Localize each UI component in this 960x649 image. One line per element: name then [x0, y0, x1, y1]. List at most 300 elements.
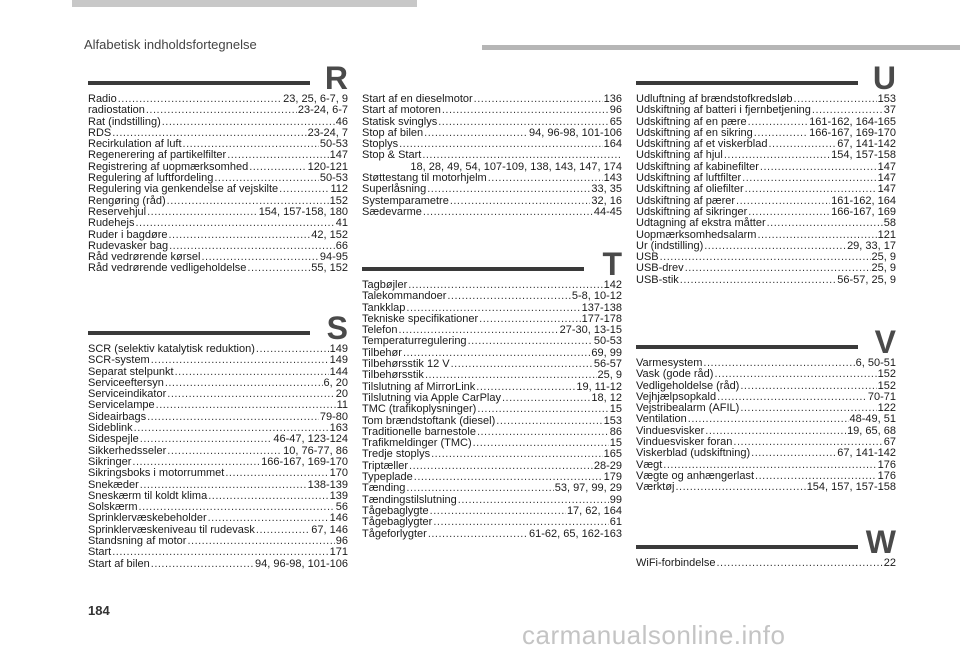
- watermark: carmanualsonline.info: [522, 620, 786, 649]
- entry-term: Snekæder: [88, 478, 139, 491]
- entry-leader-dots: [135, 218, 334, 229]
- entry-leader-dots: [146, 105, 297, 116]
- entry-term: Sideairbags: [88, 410, 147, 423]
- entry-list-u: [636, 94, 896, 286]
- entry-pages: 153: [877, 93, 896, 105]
- entry-term: Rengøring (råd): [88, 194, 166, 207]
- entry-term: USB-drev: [636, 262, 684, 275]
- entry-leader-dots: [208, 491, 328, 502]
- entry-leader-dots: [477, 404, 608, 415]
- index-entry: [636, 105, 896, 116]
- entry-term: Tekniske specifikationer: [362, 312, 479, 325]
- entry-term: Tågeforlygter: [362, 527, 427, 540]
- section-w-header: [636, 526, 896, 558]
- entry-term: Servicelampe: [88, 399, 155, 412]
- entry-leader-dots: [680, 275, 837, 286]
- entry-leader-dots: [716, 558, 882, 569]
- entry-pages: 96: [335, 535, 348, 548]
- entry-term: Rudevasker bag: [88, 239, 169, 252]
- section-letter: R: [324, 60, 348, 96]
- entry-pages: 94, 96-98, 101-106: [255, 557, 348, 570]
- index-entry: [362, 483, 622, 494]
- index-entry: [362, 291, 622, 302]
- entry-term: Start af motoren: [362, 104, 441, 117]
- entry-term: Udskiftning af sikringer: [636, 205, 748, 218]
- section-rule: [636, 345, 858, 349]
- entry-pages: 56-57, 25, 9: [837, 273, 896, 286]
- entry-term: Tom brændstoftank (diesel): [362, 414, 496, 427]
- entry-leader-dots: [468, 336, 593, 347]
- entry-pages: 152: [877, 368, 896, 381]
- index-entry: [88, 536, 348, 547]
- entry-leader-dots: [751, 448, 836, 459]
- entry-leader-dots: [740, 381, 876, 392]
- entry-pages: 144: [329, 365, 348, 378]
- entry-pages: 18, 12: [591, 391, 622, 404]
- entry-leader-dots: [167, 389, 334, 400]
- index-entry: [88, 263, 348, 274]
- entry-term: Stop & Start: [362, 149, 422, 162]
- entry-term: Radio: [88, 93, 117, 105]
- entry-term: Udskiftning af et viskerblad: [636, 138, 768, 151]
- entry-term: Vægte og anhængerlast: [636, 469, 755, 482]
- entry-pages: 15: [609, 437, 622, 450]
- entry-term: Udskiftning af en pære: [636, 115, 747, 128]
- section-s: [88, 312, 348, 570]
- entry-pages: 41: [335, 217, 348, 230]
- entry-pages: 67, 141-142: [837, 138, 896, 151]
- page-header-title: Alfabetisk indholdsfortegnelse: [84, 37, 257, 52]
- entry-leader-dots: [450, 196, 591, 207]
- entry-leader-dots: [256, 344, 329, 355]
- entry-pages: 154, 157, 157-158: [806, 481, 896, 494]
- entry-term: Værktøj: [636, 481, 675, 494]
- entry-term: Tredje stoplys: [362, 448, 431, 461]
- entry-term: Støttestang til motorhjelm: [362, 172, 487, 185]
- section-t: [362, 248, 622, 540]
- entry-pages: 120-121: [307, 160, 348, 173]
- entry-leader-dots: [247, 263, 310, 274]
- entry-pages: 22: [883, 557, 896, 569]
- entry-leader-dots: [812, 105, 883, 116]
- section-rule: [636, 81, 858, 85]
- entry-pages: 48-49, 51: [849, 413, 896, 426]
- index-entry: [88, 559, 348, 570]
- entry-leader-dots: [165, 378, 323, 389]
- index-entry: [88, 218, 348, 229]
- entry-term: Sikringer: [88, 455, 132, 468]
- section-r-header: [88, 62, 348, 94]
- entry-term: Start: [88, 546, 112, 559]
- entry-leader-dots: [187, 536, 334, 547]
- entry-leader-dots: [502, 393, 590, 404]
- entry-term: Start af bilen: [88, 557, 150, 570]
- entry-term: Traditionelle barnestole: [362, 425, 476, 438]
- entry-list-s: [88, 344, 348, 570]
- entry-leader-dots: [473, 438, 609, 449]
- section-letter: W: [865, 524, 896, 560]
- section-letter: V: [874, 324, 896, 360]
- entry-leader-dots: [151, 355, 329, 366]
- entry-pages: 32, 16: [591, 194, 622, 207]
- entry-term: Tænding: [362, 482, 406, 495]
- entry-term: TMC (trafikoplysninger): [362, 403, 477, 416]
- entry-leader-dots: [399, 139, 603, 150]
- entry-term: Vask (gode råd): [636, 368, 714, 381]
- entry-pages: 176: [877, 469, 896, 482]
- entry-leader-dots: [767, 218, 883, 229]
- entry-pages: 163: [329, 422, 348, 435]
- entry-pages: 56: [335, 501, 348, 514]
- entry-term: Regenerering af partikelfilter: [88, 149, 227, 162]
- entry-leader-dots: [496, 416, 602, 427]
- entry-pages: 171: [329, 546, 348, 559]
- entry-leader-dots: [256, 525, 310, 536]
- section-v: [636, 326, 896, 494]
- entry-pages: 147: [877, 160, 896, 173]
- index-entry: [636, 369, 896, 380]
- entry-pages: 50-53: [593, 335, 622, 348]
- entry-pages: 176: [877, 458, 896, 471]
- entry-pages: 136: [603, 93, 622, 105]
- entry-leader-dots: [140, 434, 273, 445]
- entry-leader-dots: [430, 506, 566, 517]
- entry-pages: 149: [329, 354, 348, 367]
- entry-leader-dots: [760, 162, 877, 173]
- entry-pages: 46-47, 123-124: [273, 433, 348, 446]
- entry-leader-dots: [147, 412, 319, 423]
- index-entry: [88, 468, 348, 479]
- entry-term: Triptæller: [362, 459, 409, 472]
- entry-term: Tilbehørsstik: [362, 369, 424, 382]
- entry-term: Sikkerhedsseler: [88, 444, 167, 457]
- entry-term: Rudehejs: [88, 217, 135, 230]
- entry-pages: 25, 9: [871, 262, 896, 275]
- entry-leader-dots: [112, 547, 328, 558]
- entry-leader-dots: [714, 369, 876, 380]
- entry-list-v: [636, 358, 896, 494]
- entry-pages: 149: [329, 343, 348, 355]
- entry-pages: 28-29: [593, 459, 622, 472]
- entry-pages: 23-24, 7: [307, 126, 348, 139]
- entry-term: Udskiftning af en sikring: [636, 126, 753, 139]
- entry-term: Tilbehør: [362, 346, 402, 359]
- index-entry: [636, 218, 896, 229]
- entry-term: Tågebaglygter: [362, 516, 433, 529]
- entry-term: Rat (indstilling): [88, 115, 161, 128]
- entry-leader-dots: [423, 207, 593, 218]
- page-number: 184: [88, 603, 110, 618]
- entry-pages: 67: [883, 436, 896, 449]
- entry-leader-dots: [447, 291, 570, 302]
- entry-term: Start af en dieselmotor: [362, 93, 473, 105]
- entry-pages: 6, 50-51: [855, 357, 896, 369]
- entry-pages: 96: [609, 104, 622, 117]
- entry-pages: 23, 25, 6-7, 9: [283, 93, 348, 105]
- index-entry: [636, 482, 896, 493]
- entry-pages: 99: [609, 493, 622, 506]
- entry-pages: 37: [883, 104, 896, 117]
- index-entry: [636, 275, 896, 286]
- entry-leader-dots: [428, 529, 528, 540]
- entry-term: Sideblink: [88, 422, 133, 435]
- entry-pages: 179: [603, 471, 622, 484]
- entry-pages: 177-178: [581, 312, 622, 325]
- header-bar-right: [482, 45, 960, 50]
- entry-leader-dots: [745, 184, 877, 195]
- entry-pages: 25, 9: [597, 369, 622, 382]
- entry-pages: 153: [603, 414, 622, 427]
- entry-pages: 58: [883, 217, 896, 230]
- entry-term: Ruder i bagdøre: [88, 228, 168, 241]
- entry-leader-dots: [169, 230, 311, 241]
- entry-pages: 19, 11-12: [576, 380, 622, 393]
- section-rule: [636, 545, 858, 549]
- entry-leader-dots: [225, 468, 328, 479]
- entry-leader-dots: [279, 184, 329, 195]
- entry-leader-dots: [451, 359, 593, 370]
- entry-pages: 15: [609, 403, 622, 416]
- entry-term: Regulering af luftfordeling: [88, 172, 214, 185]
- entry-pages: 166-167, 169-170: [809, 126, 896, 139]
- entry-leader-dots: [175, 367, 329, 378]
- entry-term: Råd vedrørende vedligeholdelse: [88, 262, 247, 275]
- entry-term: Ventilation: [636, 413, 687, 426]
- entry-pages: 94-95: [319, 251, 348, 264]
- entry-term: Råd vedrørende kørsel: [88, 251, 201, 264]
- entry-pages: 147: [329, 149, 348, 162]
- entry-pages: 139: [329, 489, 348, 502]
- section-rule: [88, 81, 310, 85]
- entry-term: Varmesystem: [636, 357, 703, 369]
- entry-pages: 112: [330, 183, 348, 196]
- entry-term: Vejhjælpsopkald: [636, 390, 717, 403]
- entry-term: Vedligeholdelse (råd): [636, 379, 740, 392]
- entry-pages: 10, 76-77, 86: [283, 444, 348, 457]
- section-v-header: [636, 326, 896, 358]
- index-entry: [362, 105, 622, 116]
- entry-pages: 146: [329, 512, 348, 525]
- entry-pages: 164: [603, 138, 622, 151]
- entry-term: Vægt: [636, 458, 663, 471]
- entry-pages: 165: [603, 448, 622, 461]
- entry-term: Temperaturregulering: [362, 335, 467, 348]
- entry-leader-dots: [736, 196, 830, 207]
- section-rule: [362, 267, 584, 271]
- entry-list-w: [636, 558, 896, 569]
- entry-term: Recirkulation af luft: [88, 138, 182, 151]
- entry-term: Ur (indstilling): [636, 239, 704, 252]
- entry-leader-dots: [742, 173, 876, 184]
- entry-pages: 147: [877, 172, 896, 185]
- entry-pages: 69, 99: [591, 346, 622, 359]
- section-s-header: [88, 312, 348, 344]
- entry-list-t: [362, 280, 622, 540]
- entry-leader-dots: [425, 370, 597, 381]
- entry-pages: 79-80: [319, 410, 348, 423]
- section-u: [636, 62, 896, 286]
- entry-pages: 25, 9: [871, 251, 896, 264]
- entry-pages: 19, 65, 68: [847, 424, 896, 437]
- entry-pages: 46: [335, 115, 348, 128]
- index-entry: [362, 128, 622, 139]
- entry-term: Udtagning af ekstra måtter: [636, 217, 766, 230]
- entry-term: Systemparametre: [362, 194, 449, 207]
- index-entry: [362, 184, 622, 195]
- entry-term: Udskiftning af kabinefilter: [636, 160, 759, 173]
- entry-pages: 161-162, 164-165: [809, 115, 896, 128]
- index-entry: [636, 448, 896, 459]
- entry-pages: 61-62, 65, 162-163: [529, 527, 622, 540]
- entry-pages: 67, 146: [311, 523, 348, 536]
- entry-term: Statisk svinglys: [362, 115, 438, 128]
- entry-pages: 55, 152: [311, 262, 348, 275]
- entry-pages: 61: [609, 516, 622, 529]
- entry-pages: 166-167, 169: [831, 205, 896, 218]
- entry-term: Sprinklervæskeniveau til rudevask: [88, 523, 255, 536]
- entry-pages: 5-8, 10-12: [571, 290, 622, 303]
- entry-leader-dots: [488, 173, 603, 184]
- entry-leader-dots: [748, 117, 808, 128]
- entry-pages: 50-53: [319, 138, 348, 151]
- index-entry: [88, 434, 348, 445]
- index-entry: [636, 241, 896, 252]
- stop-start-pages: 18, 28, 49, 54, 107-109, 138, 143, 147, 174: [410, 160, 622, 173]
- entry-term: Sprinklervæskebeholder: [88, 512, 207, 525]
- entry-pages: 33, 35: [591, 183, 622, 196]
- entry-term: Udskiftning af batteri i fjernbetjening: [636, 104, 811, 117]
- entry-term: Tankklap: [362, 301, 406, 314]
- entry-leader-dots: [431, 449, 603, 460]
- entry-term: Stoplys: [362, 138, 399, 151]
- section-rule: [88, 331, 310, 335]
- entry-leader-dots: [151, 559, 254, 570]
- index-entry: [362, 529, 622, 540]
- entry-pages: 137-138: [581, 301, 622, 314]
- index-entry: [88, 105, 348, 116]
- entry-leader-dots: [433, 517, 608, 528]
- entry-leader-dots: [427, 184, 590, 195]
- entry-pages: 121: [877, 228, 896, 241]
- entry-term: Solskærm: [88, 501, 138, 514]
- entry-pages: 161-162, 164: [831, 194, 896, 207]
- index-entry: [362, 517, 622, 528]
- entry-leader-dots: [704, 241, 846, 252]
- entry-term: Sædevarme: [362, 205, 422, 218]
- entry-pages: 122: [877, 402, 896, 415]
- index-entry: [362, 207, 622, 218]
- entry-term: SCR (selektiv katalytisk reduktion): [88, 343, 255, 355]
- section-w: [636, 526, 896, 569]
- entry-leader-dots: [147, 207, 258, 218]
- entry-term: USB: [636, 251, 659, 264]
- entry-pages: 170: [329, 467, 348, 480]
- entry-pages: 23-24, 6-7: [297, 104, 348, 117]
- index-entry: [362, 404, 622, 415]
- entry-leader-dots: [703, 358, 854, 369]
- entry-term: Standsning af motor: [88, 535, 187, 548]
- entry-pages: 147: [877, 183, 896, 196]
- entry-term: Separat stelpunkt: [88, 365, 174, 378]
- section-t-header: [362, 248, 622, 280]
- entry-term: Udluftning af brændstofkredsløb: [636, 93, 793, 105]
- entry-pages: 6, 20: [323, 376, 348, 389]
- entry-pages: 65: [609, 115, 622, 128]
- index-entry: [88, 547, 348, 558]
- section-letter: S: [326, 310, 348, 346]
- entry-term: radiostation: [88, 104, 145, 117]
- index-entry: [636, 184, 896, 195]
- entry-term: Talekommandoer: [362, 290, 447, 303]
- entry-term: Tændingstilslutning: [362, 493, 457, 506]
- entry-pages: 67, 141-142: [837, 447, 896, 460]
- entry-leader-dots: [156, 400, 336, 411]
- entry-pages: 138-139: [307, 478, 348, 491]
- entry-list-r: [88, 94, 348, 275]
- entry-term: Serviceeftersyn: [88, 376, 164, 389]
- entry-pages: 56-57: [593, 358, 622, 371]
- entry-leader-dots: [406, 483, 553, 494]
- entry-pages: 152: [877, 379, 896, 392]
- entry-leader-dots: [768, 139, 836, 150]
- entry-term: RDS: [88, 126, 112, 139]
- entry-pages: 70-71: [867, 390, 896, 403]
- entry-term: Serviceindikator: [88, 388, 167, 401]
- entry-term: Reservehjul: [88, 205, 147, 218]
- entry-term: Stop af bilen: [362, 126, 424, 139]
- entry-leader-dots: [249, 162, 306, 173]
- entry-leader-dots: [660, 252, 871, 263]
- entry-pages: 27-30, 13-15: [559, 324, 622, 337]
- entry-term: Udskiftning af oliefilter: [636, 183, 744, 196]
- entry-pages: 166-167, 169-170: [261, 455, 348, 468]
- entry-term: Tilslutning af MirrorLink: [362, 380, 476, 393]
- entry-leader-dots: [688, 414, 849, 425]
- entry-term: Viskerblad (udskiftning): [636, 447, 751, 460]
- entry-pages: 94, 96-98, 101-106: [529, 126, 622, 139]
- entry-pages: 66: [335, 239, 348, 252]
- entry-term: Tagbøjler: [362, 279, 408, 291]
- section-letter: T: [602, 246, 622, 282]
- entry-term: Vinduesvisker: [636, 424, 705, 437]
- entry-pages: 29, 33, 17: [847, 239, 896, 252]
- section-u-header: [636, 62, 896, 94]
- entry-term: Tilslutning via Apple CarPlay: [362, 391, 501, 404]
- section-r: [88, 62, 348, 275]
- entry-term: SCR-system: [88, 354, 150, 367]
- entry-term: Vinduesvisker foran: [636, 436, 733, 449]
- entry-term: Registrering af uopmærksomhed: [88, 160, 249, 173]
- entry-pages: 50-53: [319, 172, 348, 185]
- header-bar-left: [72, 0, 417, 7]
- entry-term: Vejstribealarm (AFIL): [636, 402, 740, 415]
- entry-term: WiFi-forbindelse: [636, 557, 716, 569]
- entry-term: Regulering via genkendelse af vejskilte: [88, 183, 279, 196]
- entry-pages: 53, 97, 99, 29: [554, 482, 622, 495]
- entry-pages: 143: [603, 172, 622, 185]
- entry-term: Uopmærksomhedsalarm: [636, 228, 757, 241]
- section-s-continued: [362, 94, 622, 218]
- entry-leader-dots: [442, 105, 609, 116]
- entry-list-s-continued: [362, 94, 622, 162]
- entry-leader-dots: [717, 392, 867, 403]
- entry-leader-dots: [676, 482, 806, 493]
- entry-term: Superlåsning: [362, 183, 427, 196]
- index-entry: [88, 355, 348, 366]
- entry-term: Trafikmeldinger (TMC): [362, 437, 472, 450]
- index-entry: [636, 558, 896, 569]
- entry-pages: 42, 152: [311, 228, 348, 241]
